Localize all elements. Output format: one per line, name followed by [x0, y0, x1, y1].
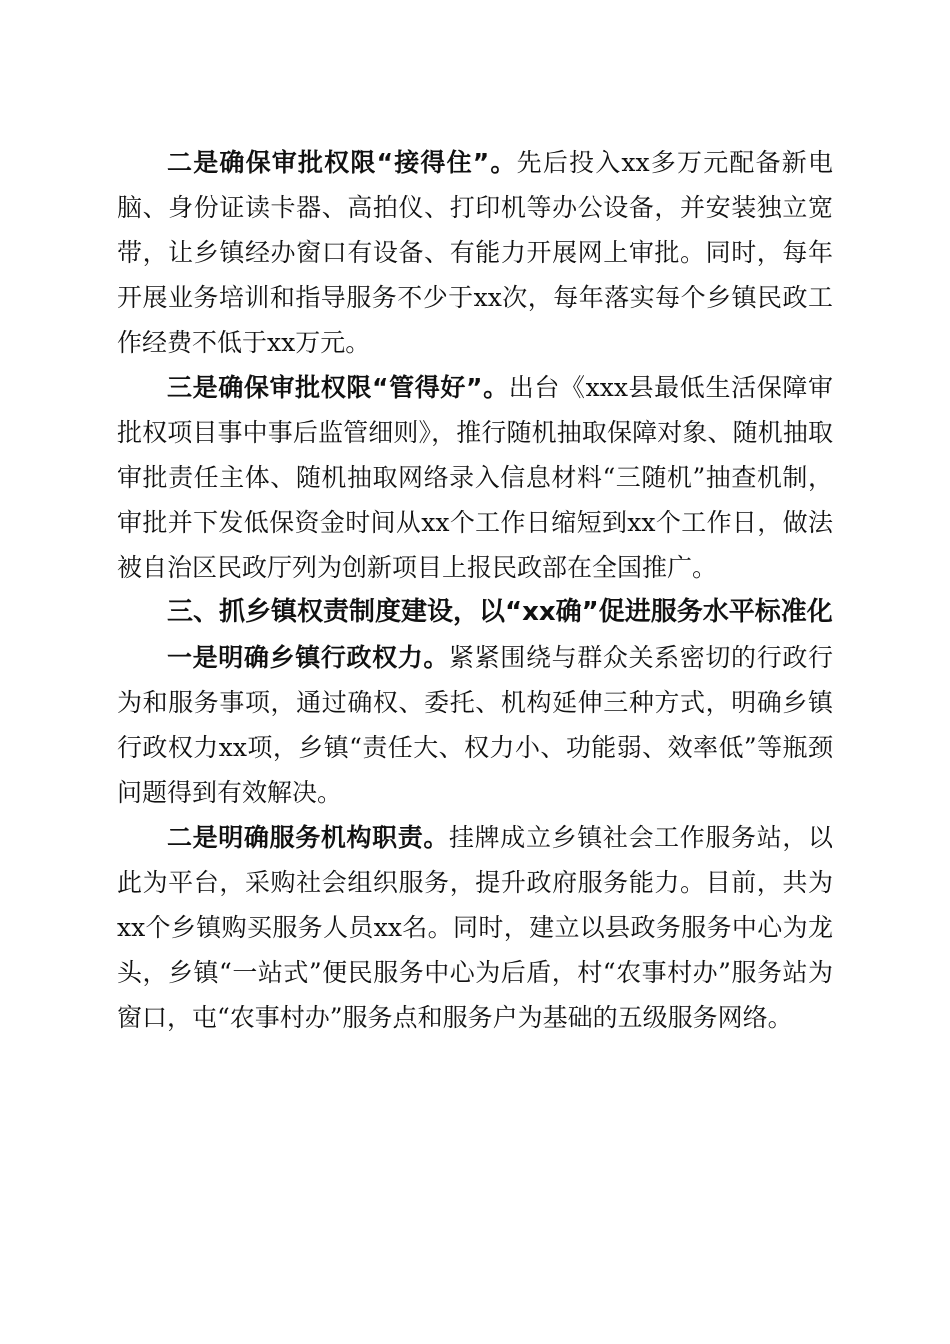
paragraph-approval-capacity: [117, 140, 833, 365]
paragraph-lead: 一是明确乡镇行政权力。: [167, 643, 450, 672]
document-page: [117, 140, 833, 1040]
paragraph-approval-supervision: [117, 365, 833, 590]
section-heading: 三、抓乡镇权责制度建设，以“xx确”促进服务水平标准化: [167, 597, 833, 627]
paragraph-body: 出台《xxx县最低生活保障审批权项目事中事后监管细则》，推行随机抽取保障对象、随机抽取审批责任主体、随机抽取网络录入信息材料“三随机”抽查机制，审批并下发低保资金时间从xx个工作日缩短到xx个工作日，做法被自治区民政厅列为创新项目上报民政部在全国推广。: [117, 373, 833, 582]
paragraph-body: 紧紧围绕与群众关系密切的行政行为和服务事项，通过确权、委托、机构延伸三种方式，明确乡镇行政权力xx项，乡镇“责任大、权力小、功能弱、效率低”等瓶颈问题得到有效解决。: [117, 643, 833, 807]
paragraph-lead: 三是确保审批权限“管得好”。: [167, 373, 509, 402]
paragraph-body: 先后投入xx多万元配备新电脑、身份证读卡器、高拍仪、打印机等办公设备，并安装独立宽带，让乡镇经办窗口有设备、有能力开展网上审批。同时，每年开展业务培训和指导服务不少于xx次，每年落实每个乡镇民政工作经费不低于xx万元。: [117, 148, 833, 357]
paragraph-service-duties: [117, 815, 833, 1040]
paragraph-body: 挂牌成立乡镇社会工作服务站，以此为平台，采购社会组织服务，提升政府服务能力。目前，共为xx个乡镇购买服务人员xx名。同时，建立以县政务服务中心为龙头，乡镇“一站式”便民服务中心为后盾，村“农事村办”服务站为窗口，屯“农事村办”服务点和服务户为基础的五级服务网络。: [117, 823, 833, 1032]
paragraph-lead: 二是确保审批权限“接得住”。: [167, 148, 517, 177]
paragraph-lead: 二是明确服务机构职责。: [167, 823, 450, 852]
paragraph-admin-power: [117, 635, 833, 815]
